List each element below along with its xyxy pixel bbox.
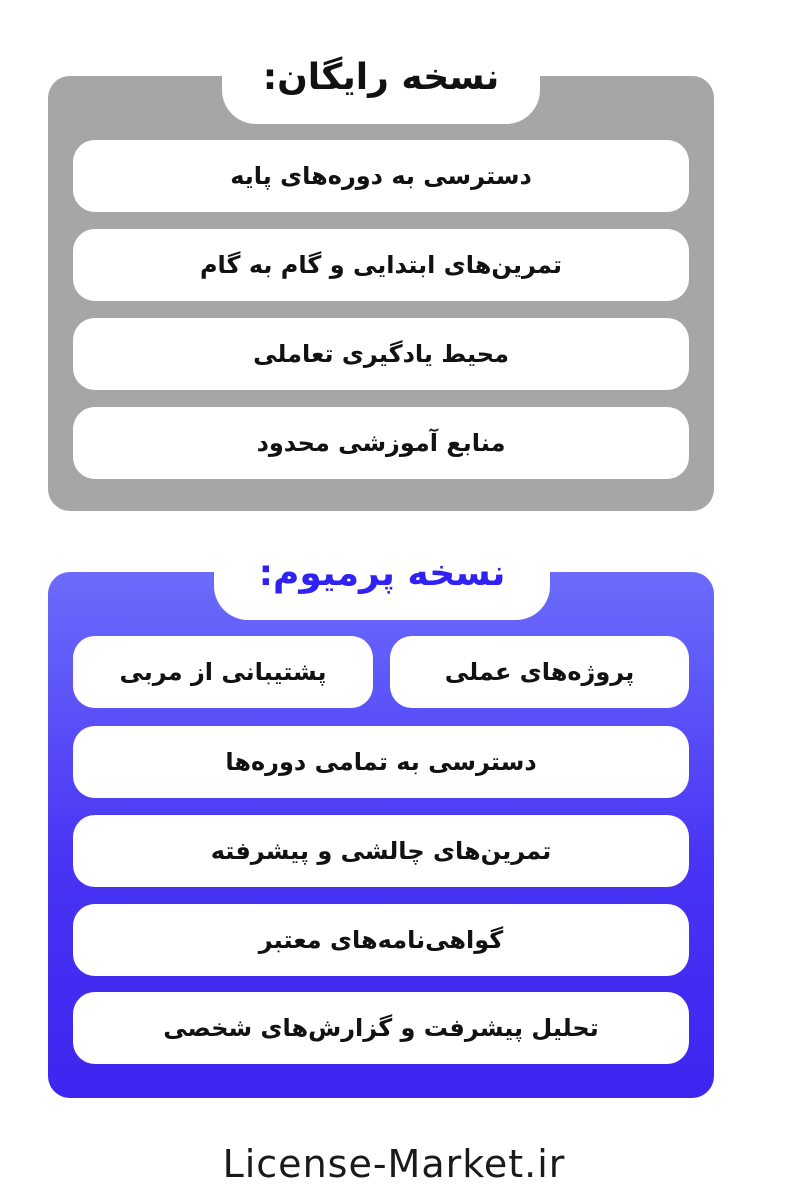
free-feature-item-basic-courses: دسترسی به دوره‌های پایه	[73, 140, 689, 212]
free-feature-item-basic-exercises: تمرین‌های ابتدایی و گام به گام	[73, 229, 689, 301]
premium-plan-title: نسخه پرمیوم:	[214, 526, 550, 620]
premium-feature-item-advanced-exercises: تمرین‌های چالشی و پیشرفته	[73, 815, 689, 887]
free-feature-item-limited-resources: منابع آموزشی محدود	[73, 407, 689, 479]
premium-feature-item-practical-projects: پروژه‌های عملی	[390, 636, 689, 708]
premium-feature-item-mentor-support: پشتیبانی از مربی	[73, 636, 373, 708]
free-plan-title: نسخه رایگان:	[222, 30, 540, 124]
free-feature-item-interactive-environment: محیط یادگیری تعاملی	[73, 318, 689, 390]
premium-feature-item-certificates: گواهی‌نامه‌های معتبر	[73, 904, 689, 976]
premium-feature-item-progress-reports: تحلیل پیشرفت و گزارش‌های شخصی	[73, 992, 689, 1064]
footer-site-name: License-Market.ir	[222, 1142, 566, 1186]
premium-feature-item-all-courses: دسترسی به تمامی دوره‌ها	[73, 726, 689, 798]
